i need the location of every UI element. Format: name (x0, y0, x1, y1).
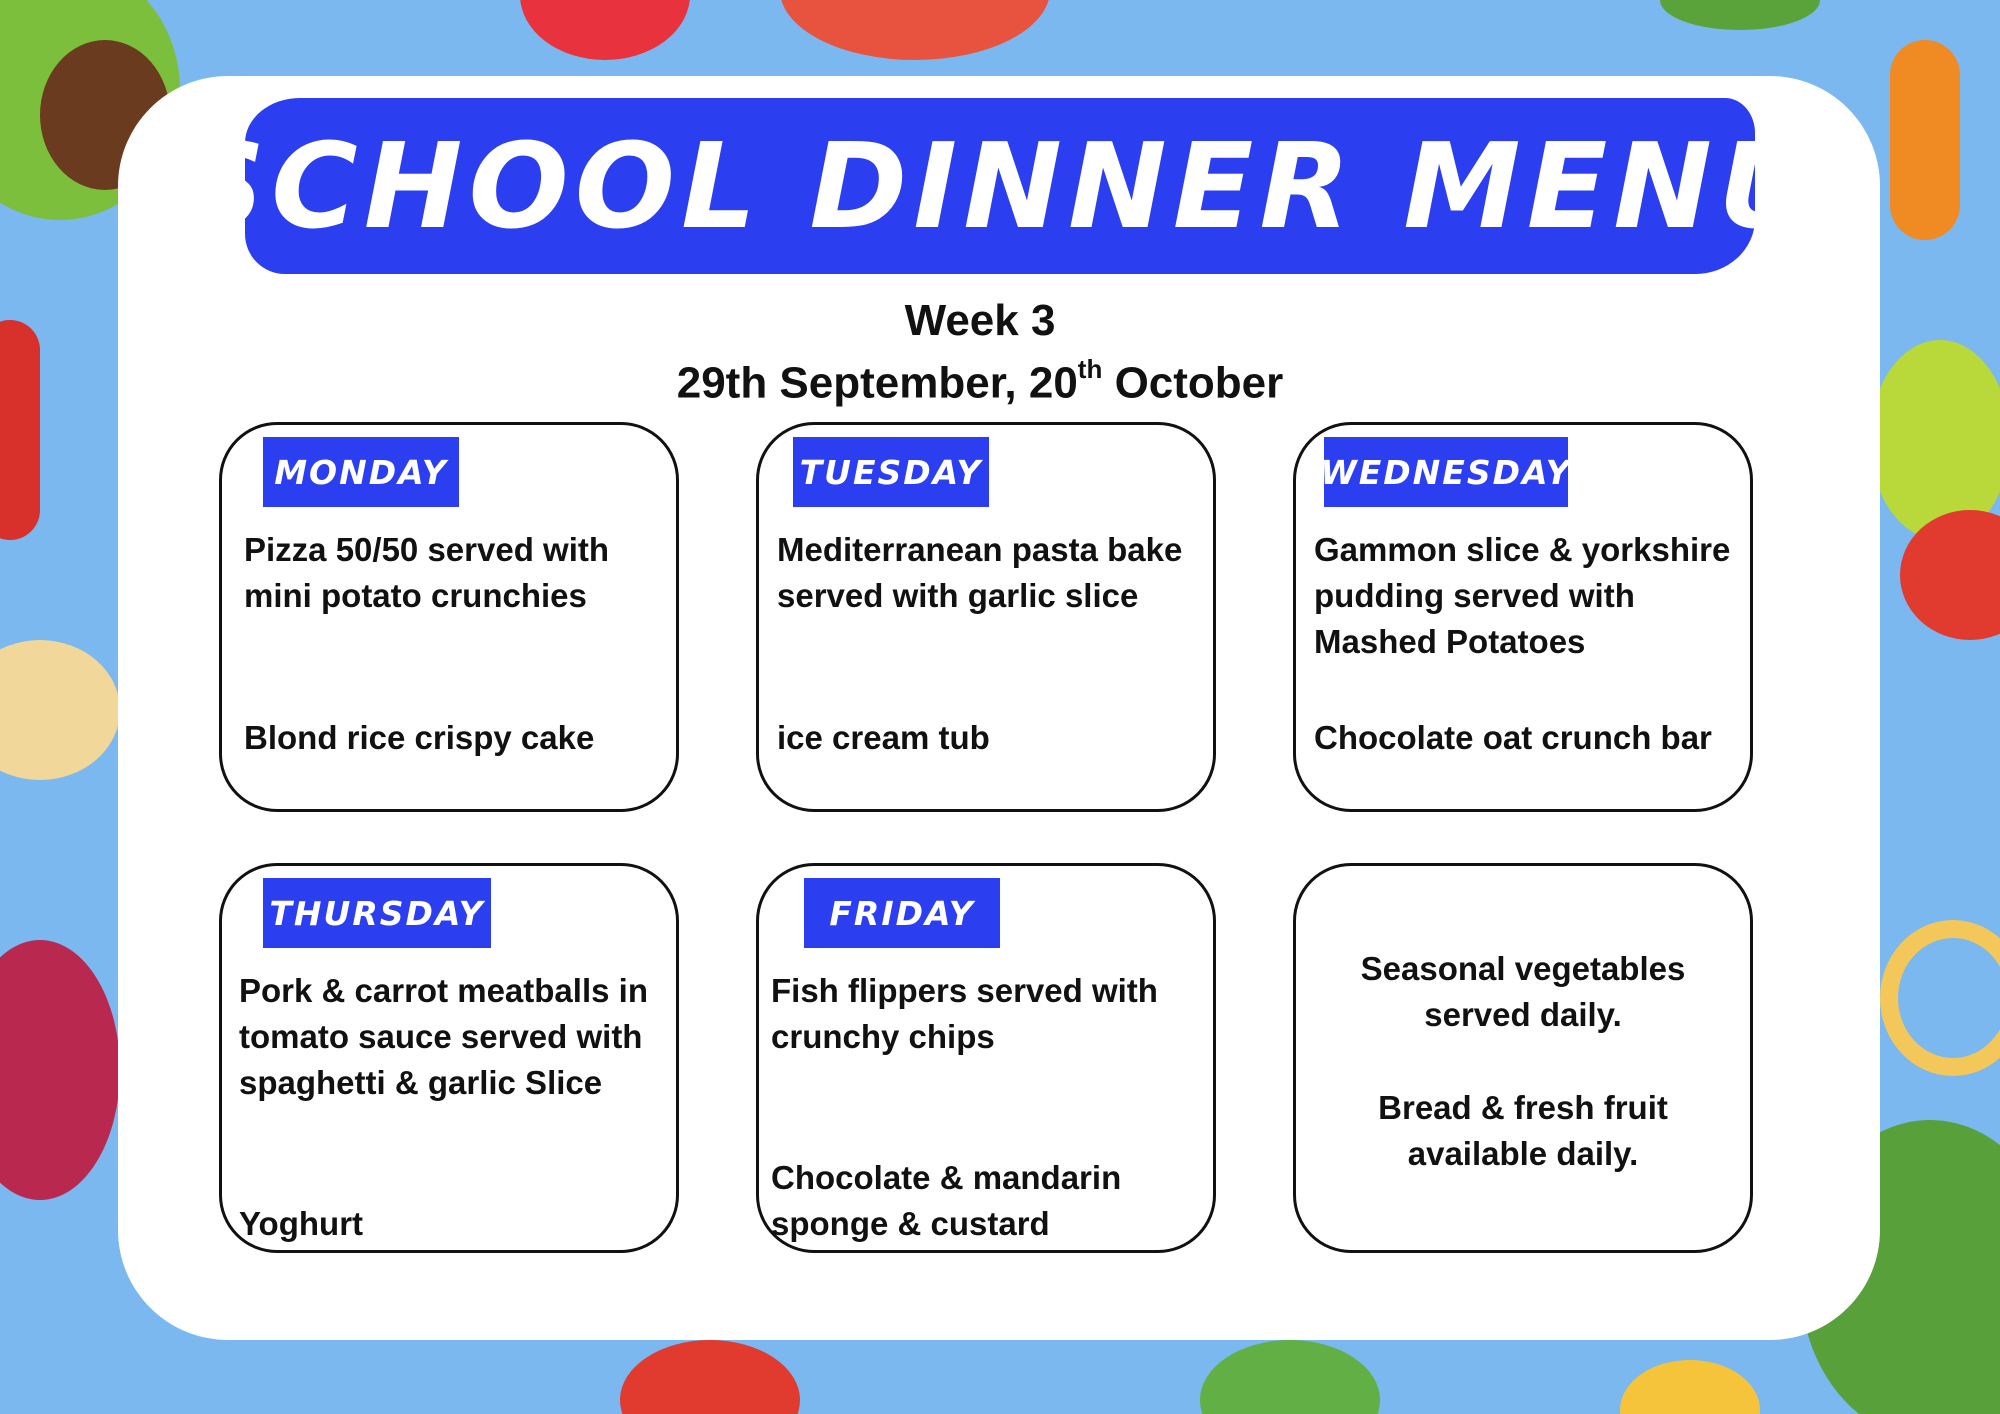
onion-ring-decoration (1880, 920, 2000, 1076)
day-tag-thursday: THURSDAY (263, 878, 491, 948)
main-dish-monday: Pizza 50/50 served with mini potato crunchies (244, 531, 610, 614)
dessert-tuesday: ice cream tub (777, 719, 990, 756)
day-box-friday (756, 863, 1216, 1253)
beetroot-decoration (0, 940, 120, 1200)
chili-decoration (0, 320, 40, 540)
potato-decoration (0, 640, 120, 780)
bread-fruit-note: Bread & fresh fruit available daily. (1378, 1089, 1668, 1172)
day-tag-monday: MONDAY (263, 437, 459, 507)
day-tag-tuesday: TUESDAY (793, 437, 989, 507)
carrot-decoration (1890, 40, 1960, 240)
dessert-wednesday: Chocolate oat crunch bar (1314, 719, 1712, 756)
dessert-thursday: Yoghurt (239, 1205, 364, 1242)
lemon-decoration (1620, 1360, 1760, 1414)
title-banner (180, 98, 1820, 274)
day-box-thursday (219, 863, 679, 1253)
main-dish-wednesday: Gammon slice & yorkshire pudding served with Mashed Potatoes (1314, 531, 1731, 660)
day-tag-wednesday: WEDNESDAY (1324, 437, 1568, 507)
tomato-slice-decoration (780, 0, 1050, 60)
menu-title: SCHOOL DINNER MENU (180, 117, 1820, 255)
tomato-bottom-decoration (620, 1340, 800, 1414)
lettuce-decoration (1200, 1340, 1380, 1414)
main-dish-tuesday: Mediterranean pasta bake served with garlic slice (777, 531, 1183, 614)
main-dish-thursday: Pork & carrot meatballs in tomato sauce served with spaghetti & garlic Slice (239, 972, 648, 1101)
day-box-monday (219, 422, 679, 812)
day-box-tuesday (756, 422, 1216, 812)
date-prefix: 29th September, 20 (676, 358, 1078, 408)
notes-box (1293, 863, 1753, 1253)
tomato-decoration (520, 0, 690, 60)
date-suffix: October (1102, 358, 1284, 408)
date-ordinal: th (1077, 354, 1103, 384)
day-tag-friday: FRIDAY (804, 878, 1000, 948)
dessert-friday: Chocolate & mandarin sponge & custard (771, 1159, 1122, 1242)
date-range (0, 354, 1960, 409)
vegetables-note: Seasonal vegetables served daily. (1360, 950, 1686, 1033)
dessert-monday: Blond rice crispy cake (244, 719, 595, 756)
pepper-decoration (1660, 0, 1820, 30)
day-box-wednesday (1293, 422, 1753, 812)
week-label: Week 3 (904, 296, 1056, 345)
main-dish-friday: Fish flippers served with crunchy chips (771, 972, 1158, 1055)
